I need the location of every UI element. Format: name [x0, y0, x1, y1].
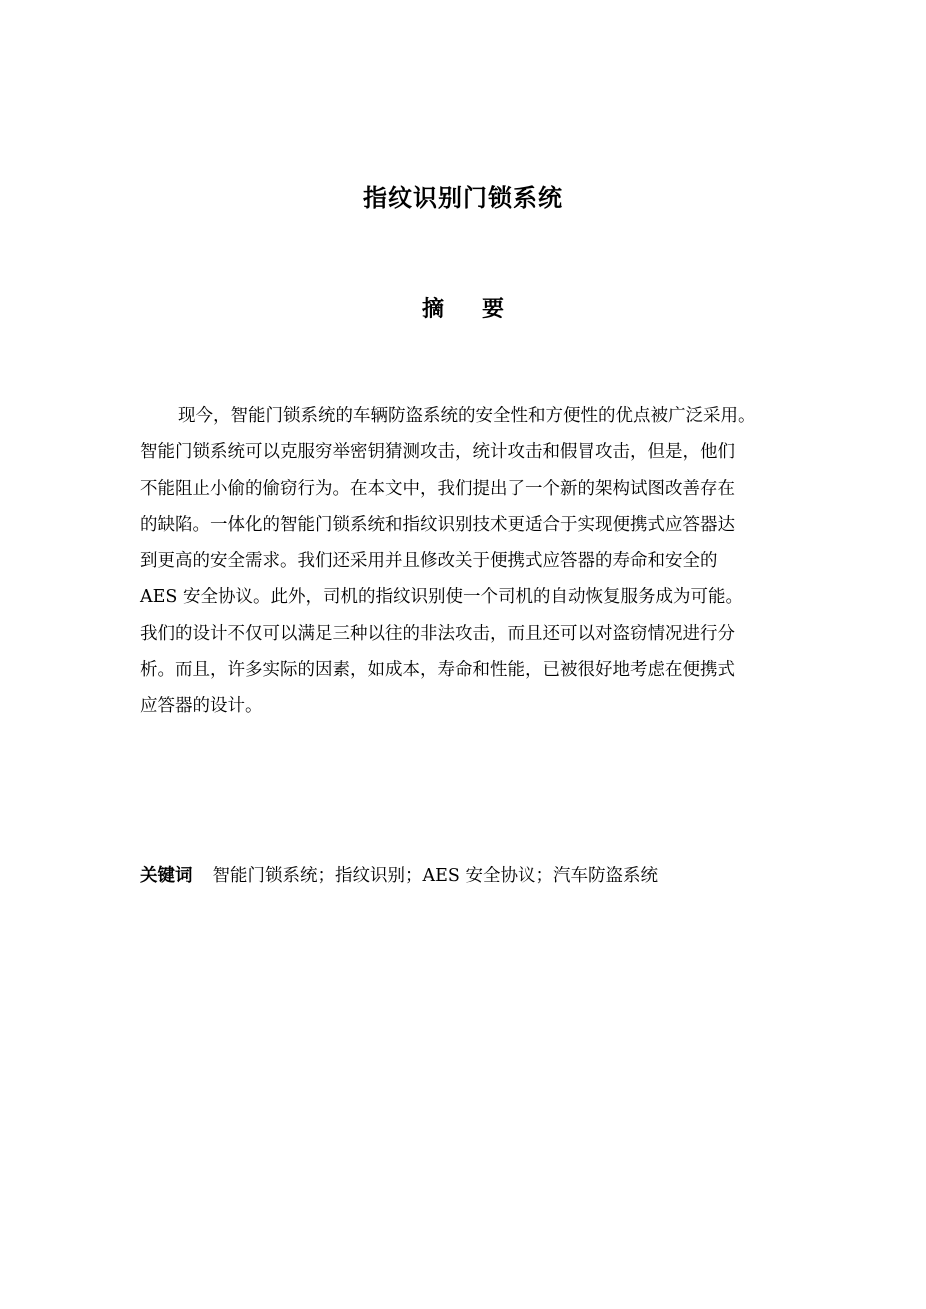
- abstract-line: 我们的设计不仅可以满足三种以往的非法攻击，而且还可以对盗窃情况进行分: [140, 623, 735, 644]
- keywords-list: 智能门锁系统；指纹识别；AES 安全协议；汽车防盗系统: [212, 866, 658, 886]
- abstract-body: [140, 398, 820, 725]
- keywords-section: [140, 860, 820, 893]
- abstract-line: 智能门锁系统可以克服穷举密钥猜测攻击，统计攻击和假冒攻击，但是，他们: [140, 442, 735, 463]
- document-title: 指纹识别门锁系统: [363, 184, 563, 212]
- keywords-label: 关键词: [140, 866, 193, 886]
- abstract-line: 的缺陷。一体化的智能门锁系统和指纹识别技术更适合于实现便携式应答器达: [140, 514, 735, 535]
- abstract-line: 析。而且，许多实际的因素，如成本，寿命和性能，已被很好地考虑在便携式: [140, 660, 735, 681]
- abstract-heading: 摘要: [421, 297, 542, 322]
- abstract-line: 现今，智能门锁系统的车辆防盗系统的安全性和方便性的优点被广泛采用。: [178, 406, 756, 426]
- abstract-line: 应答器的设计。: [140, 696, 263, 717]
- abstract-line: 不能阻止小偷的偷窃行为。在本文中，我们提出了一个新的架构试图改善存在: [140, 478, 735, 499]
- abstract-line: 到更高的安全需求。我们还采用并且修改关于便携式应答器的寿命和安全的: [140, 551, 718, 572]
- abstract-line: AES 安全协议。此外，司机的指纹识别使一个司机的自动恢复服务成为可能。: [140, 587, 743, 608]
